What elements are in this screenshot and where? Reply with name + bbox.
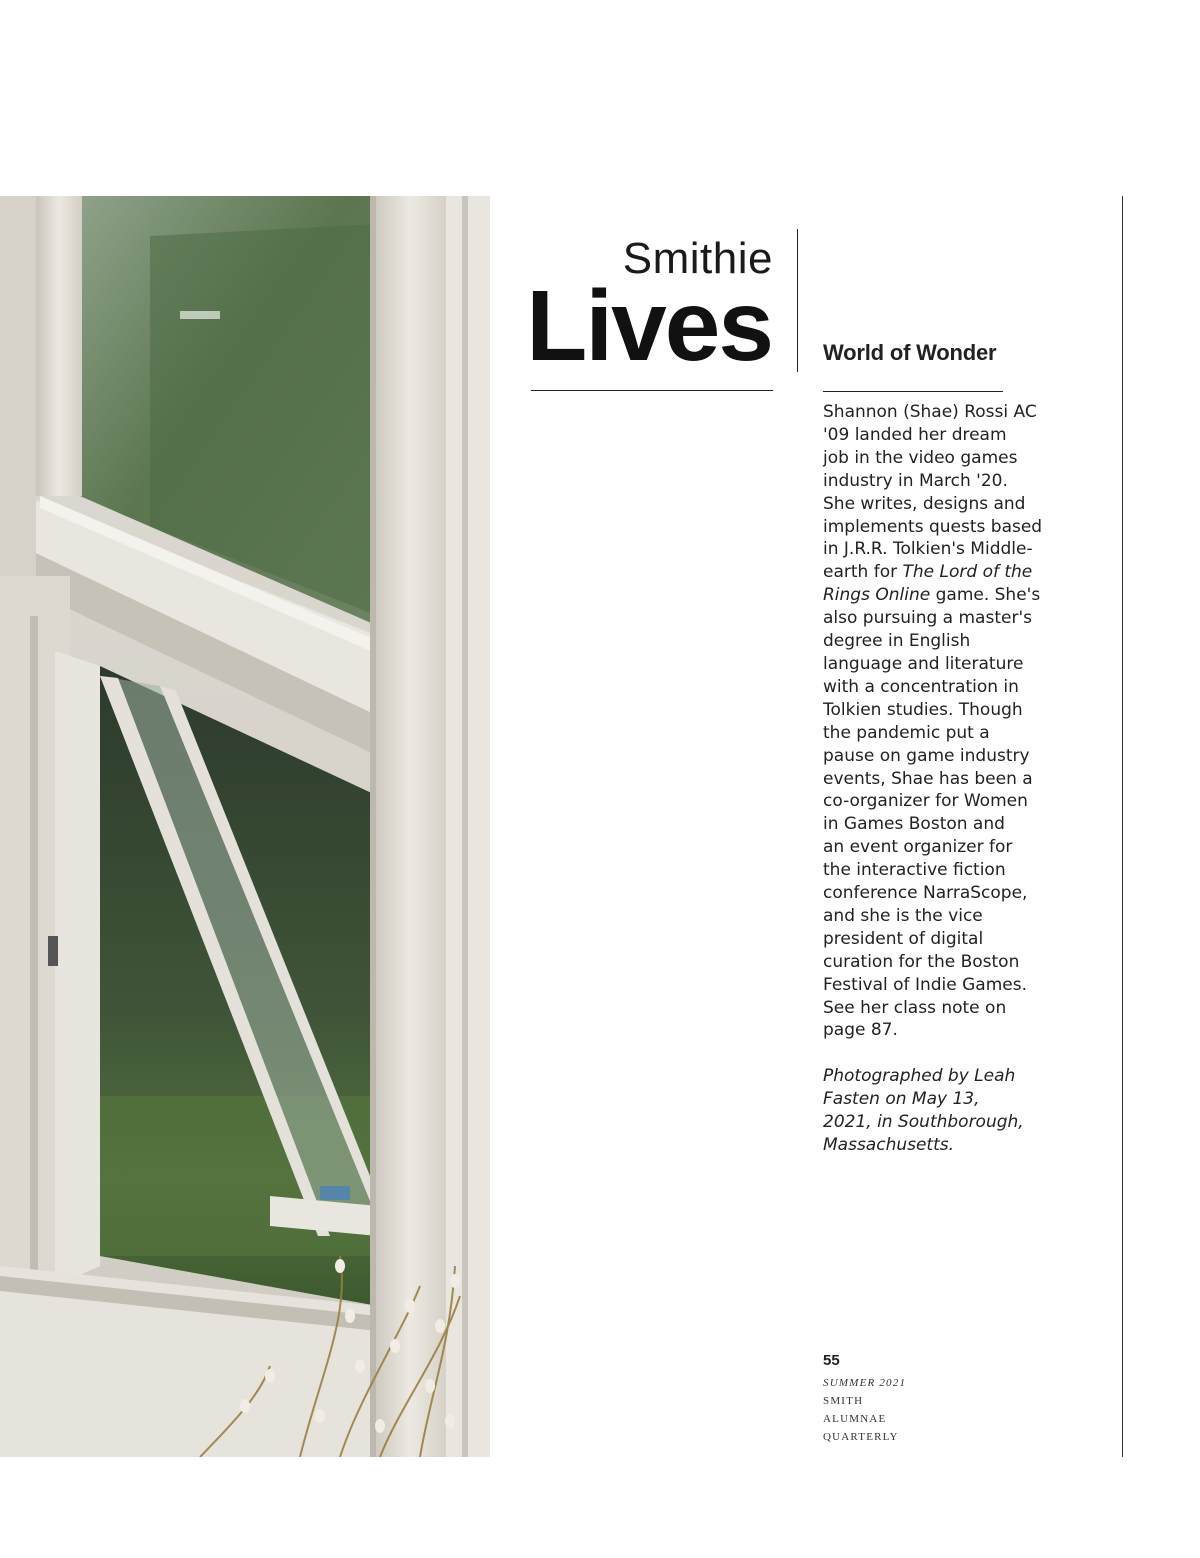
- body-line: the interactive fiction: [823, 860, 1006, 881]
- body-line: in J.R.R. Tolkien's Middle-: [823, 539, 1033, 560]
- body-line: See her class note on: [823, 997, 1007, 1018]
- credit-line: 2021, in Southborough,: [823, 1112, 1024, 1133]
- body-line: She writes, designs and: [823, 493, 1026, 514]
- body-line: Tolkien studies. Though: [823, 699, 1023, 720]
- body-line: and she is the vice: [823, 905, 983, 926]
- headline-underline: [823, 391, 1003, 392]
- body-line: page 87.: [823, 1020, 898, 1041]
- masthead-divider: [797, 229, 798, 372]
- body-line: Festival of Indie Games.: [823, 974, 1027, 995]
- body-line: [823, 561, 1043, 584]
- article-body: [823, 401, 1043, 1157]
- body-line: '09 landed her dream: [823, 424, 1007, 445]
- body-line: co-organizer for Women: [823, 791, 1028, 812]
- body-line: [823, 584, 1043, 607]
- publication-info: [823, 1374, 906, 1446]
- issue-date: SUMMER 2021: [823, 1377, 907, 1389]
- section-kicker: Smithie: [622, 234, 773, 283]
- section-title: Lives: [526, 270, 772, 382]
- body-line: curation for the Boston: [823, 951, 1020, 972]
- article-headline: World of Wonder: [823, 340, 997, 365]
- window-photo: [0, 196, 490, 1457]
- credit-line: Massachusetts.: [823, 1134, 955, 1155]
- publication-name-line: SMITH: [823, 1395, 864, 1407]
- body-line: an event organizer for: [823, 837, 1013, 858]
- body-line: degree in English: [823, 631, 971, 652]
- body-line: president of digital: [823, 928, 984, 949]
- page-number: 55: [823, 1352, 840, 1369]
- game-title-part: Rings Online: [823, 585, 931, 606]
- credit-line: Photographed by Leah: [823, 1066, 1016, 1087]
- body-line: implements quests based: [823, 516, 1043, 537]
- credit-line: Fasten on May 13,: [823, 1089, 980, 1110]
- body-fragment: game. She's: [930, 585, 1041, 606]
- body-line: events, Shae has been a: [823, 768, 1033, 789]
- game-title-part: The Lord of the: [902, 562, 1033, 583]
- publication-name-line: QUARTERLY: [823, 1431, 899, 1443]
- body-line: pause on game industry: [823, 745, 1030, 766]
- body-line: Shannon (Shae) Rossi AC: [823, 402, 1037, 422]
- body-line: the pandemic put a: [823, 722, 990, 743]
- body-fragment: earth for: [823, 562, 903, 583]
- body-line: in Games Boston and: [823, 814, 1005, 835]
- body-line: industry in March '20.: [823, 470, 1008, 491]
- article-text: [823, 401, 1043, 1042]
- body-line: job in the video games: [823, 447, 1018, 468]
- body-line: also pursuing a master's: [823, 608, 1032, 629]
- body-line: with a concentration in: [823, 676, 1019, 697]
- title-underline: [531, 390, 773, 391]
- body-line: conference NarraScope,: [823, 883, 1028, 904]
- column-rule: [1122, 196, 1123, 1457]
- publication-name-line: ALUMNAE: [823, 1413, 887, 1425]
- photo-credit: [823, 1065, 1043, 1157]
- body-line: language and literature: [823, 653, 1024, 674]
